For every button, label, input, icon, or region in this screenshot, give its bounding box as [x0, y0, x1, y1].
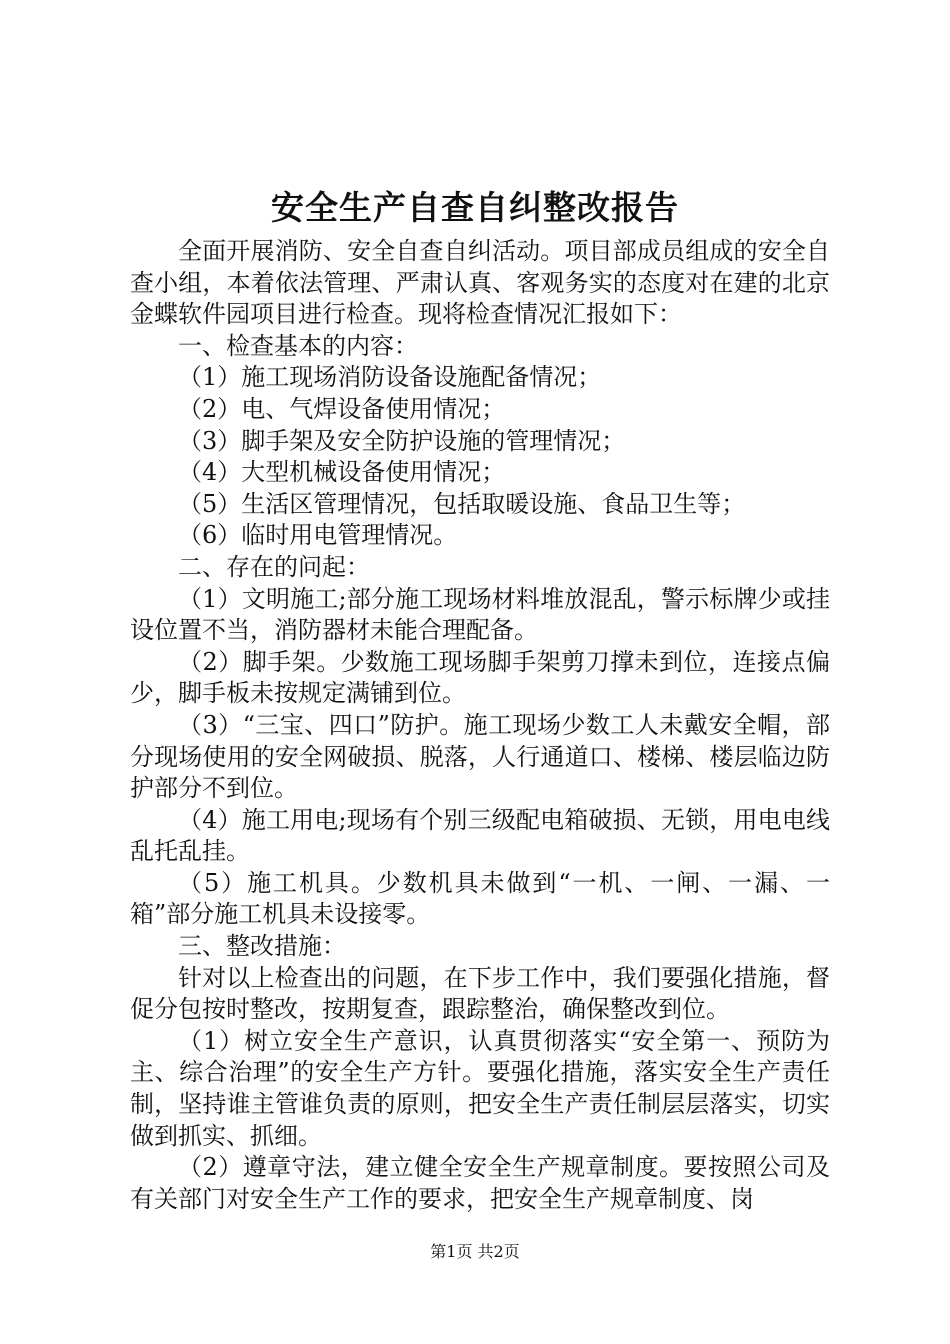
list-item: （4）施工用电;现场有个别三级配电箱破损、无锁，用电电线乱托乱挂。 — [130, 805, 830, 866]
list-item: （1）施工现场消防设备设施配备情况； — [178, 363, 602, 392]
document-body — [130, 236, 830, 1215]
list-item: （1）树立安全生产意识，认真贯彻落实“安全第一、预防为主、综合治理”的安全生产方针。要强化措施，落实安全生产责任制，坚持谁主管谁负责的原则，把安全生产责任制层层落实，切实做到抓实、抓细。 — [130, 1026, 830, 1150]
section-heading-measures: 三、整改措施： — [178, 932, 346, 961]
list-item: （1）文明施工;部分施工现场材料堆放混乱，警示标牌少或挂设位置不当，消防器材未能合理配备。 — [130, 584, 830, 645]
paragraph-intro: 全面开展消防、安全自查自纠活动。项目部成员组成的安全自查小组，本着依法管理、严肃认真、客观务实的态度对在建的北京金蝶软件园项目进行检查。现将检查情况汇报如下： — [130, 237, 830, 329]
list-item: （5）施工机具。少数机具未做到“一机、一闸、一漏、一箱”部分施工机具未设接零。 — [130, 868, 830, 929]
document-title: 安全生产自查自纠整改报告 — [271, 188, 679, 227]
list-item: （2）脚手架。少数施工现场脚手架剪刀撑未到位，连接点偏少，脚手板未按规定满铺到位。 — [130, 647, 830, 708]
list-item: （2）遵章守法，建立健全安全生产规章制度。要按照公司及有关部门对安全生产工作的要求，把安全生产规章制度、岗 — [130, 1153, 830, 1213]
paragraph-measures-intro: 针对以上检查出的问题，在下步工作中，我们要强化措施，督促分包按时整改，按期复查，跟踪整治，确保整改到位。 — [130, 963, 830, 1024]
list-item: （4）大型机械设备使用情况； — [178, 458, 506, 487]
section-heading-inspection-content: 一、检查基本的内容： — [178, 331, 418, 360]
list-item: （5）生活区管理情况，包括取暖设施、食品卫生等； — [178, 489, 746, 518]
list-item: （3）脚手架及安全防护设施的管理情况； — [178, 426, 626, 455]
page-footer: 第1页 共2页 — [430, 1242, 520, 1261]
list-item: （2）电、气焊设备使用情况； — [178, 394, 506, 423]
list-item: （3）“三宝、四口”防护。施工现场少数工人未戴安全帽，部分现场使用的安全网破损、脱落，人行通道口、楼梯、楼层临边防护部分不到位。 — [130, 710, 830, 803]
list-item: （6）临时用电管理情况。 — [178, 521, 458, 550]
section-heading-problems: 二、存在的问起： — [178, 552, 370, 581]
